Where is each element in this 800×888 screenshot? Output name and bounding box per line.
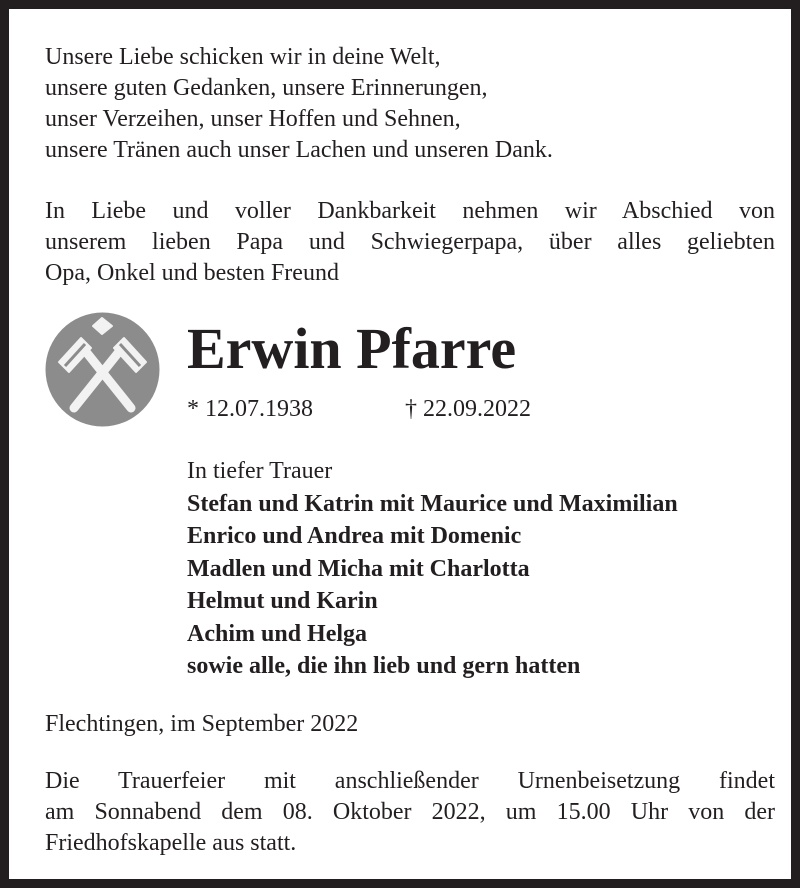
mourners-list: [187, 455, 787, 683]
miners-hammer-and-pick-emblem-icon: [45, 312, 160, 427]
poem-line: unsere Tränen auch unser Lachen und unseren Dank.: [45, 137, 553, 163]
mourner-line: Stefan und Katrin mit Maurice und Maximilian: [187, 490, 678, 517]
mourners-lead: In tiefer Trauer: [187, 458, 333, 484]
poem: [45, 42, 775, 166]
notice-line: am Sonnabend dem 08. Oktober 2022, um 15.00 Uhr von der: [45, 799, 775, 825]
mourner-line: Enrico und Andrea mit Domenic: [187, 523, 522, 549]
notice-line: Friedhofskapelle aus statt.: [45, 830, 297, 856]
intro-line: unserem lieben Papa und Schwiegerpapa, über alles geliebten: [45, 229, 775, 255]
intro-paragraph: [45, 196, 775, 289]
place-date: Flechtingen, im September 2022: [45, 711, 359, 737]
funeral-notice: [45, 766, 775, 859]
mourner-line: Madlen und Micha mit Charlotta: [187, 555, 530, 582]
poem-line: unsere guten Gedanken, unsere Erinnerungen,: [45, 75, 488, 101]
mourner-line: sowie alle, die ihn lieb und gern hatten: [187, 653, 581, 679]
mourner-line: Helmut und Karin: [187, 588, 378, 614]
death-date: † 22.09.2022: [405, 396, 531, 422]
poem-line: unser Verzeihen, unser Hoffen und Sehnen,: [45, 106, 461, 132]
intro-line: In Liebe und voller Dankbarkeit nehmen wir Abschied von: [45, 198, 775, 224]
intro-line: Opa, Onkel und besten Freund: [45, 260, 339, 286]
poem-line: Unsere Liebe schicken wir in deine Welt,: [45, 44, 441, 70]
birth-date: * 12.07.1938: [187, 396, 313, 422]
deceased-name: Erwin Pfarre: [187, 316, 517, 381]
mourner-line: Achim und Helga: [187, 620, 368, 647]
notice-line: Die Trauerfeier mit anschließender Urnenbeisetzung findet: [45, 768, 775, 794]
